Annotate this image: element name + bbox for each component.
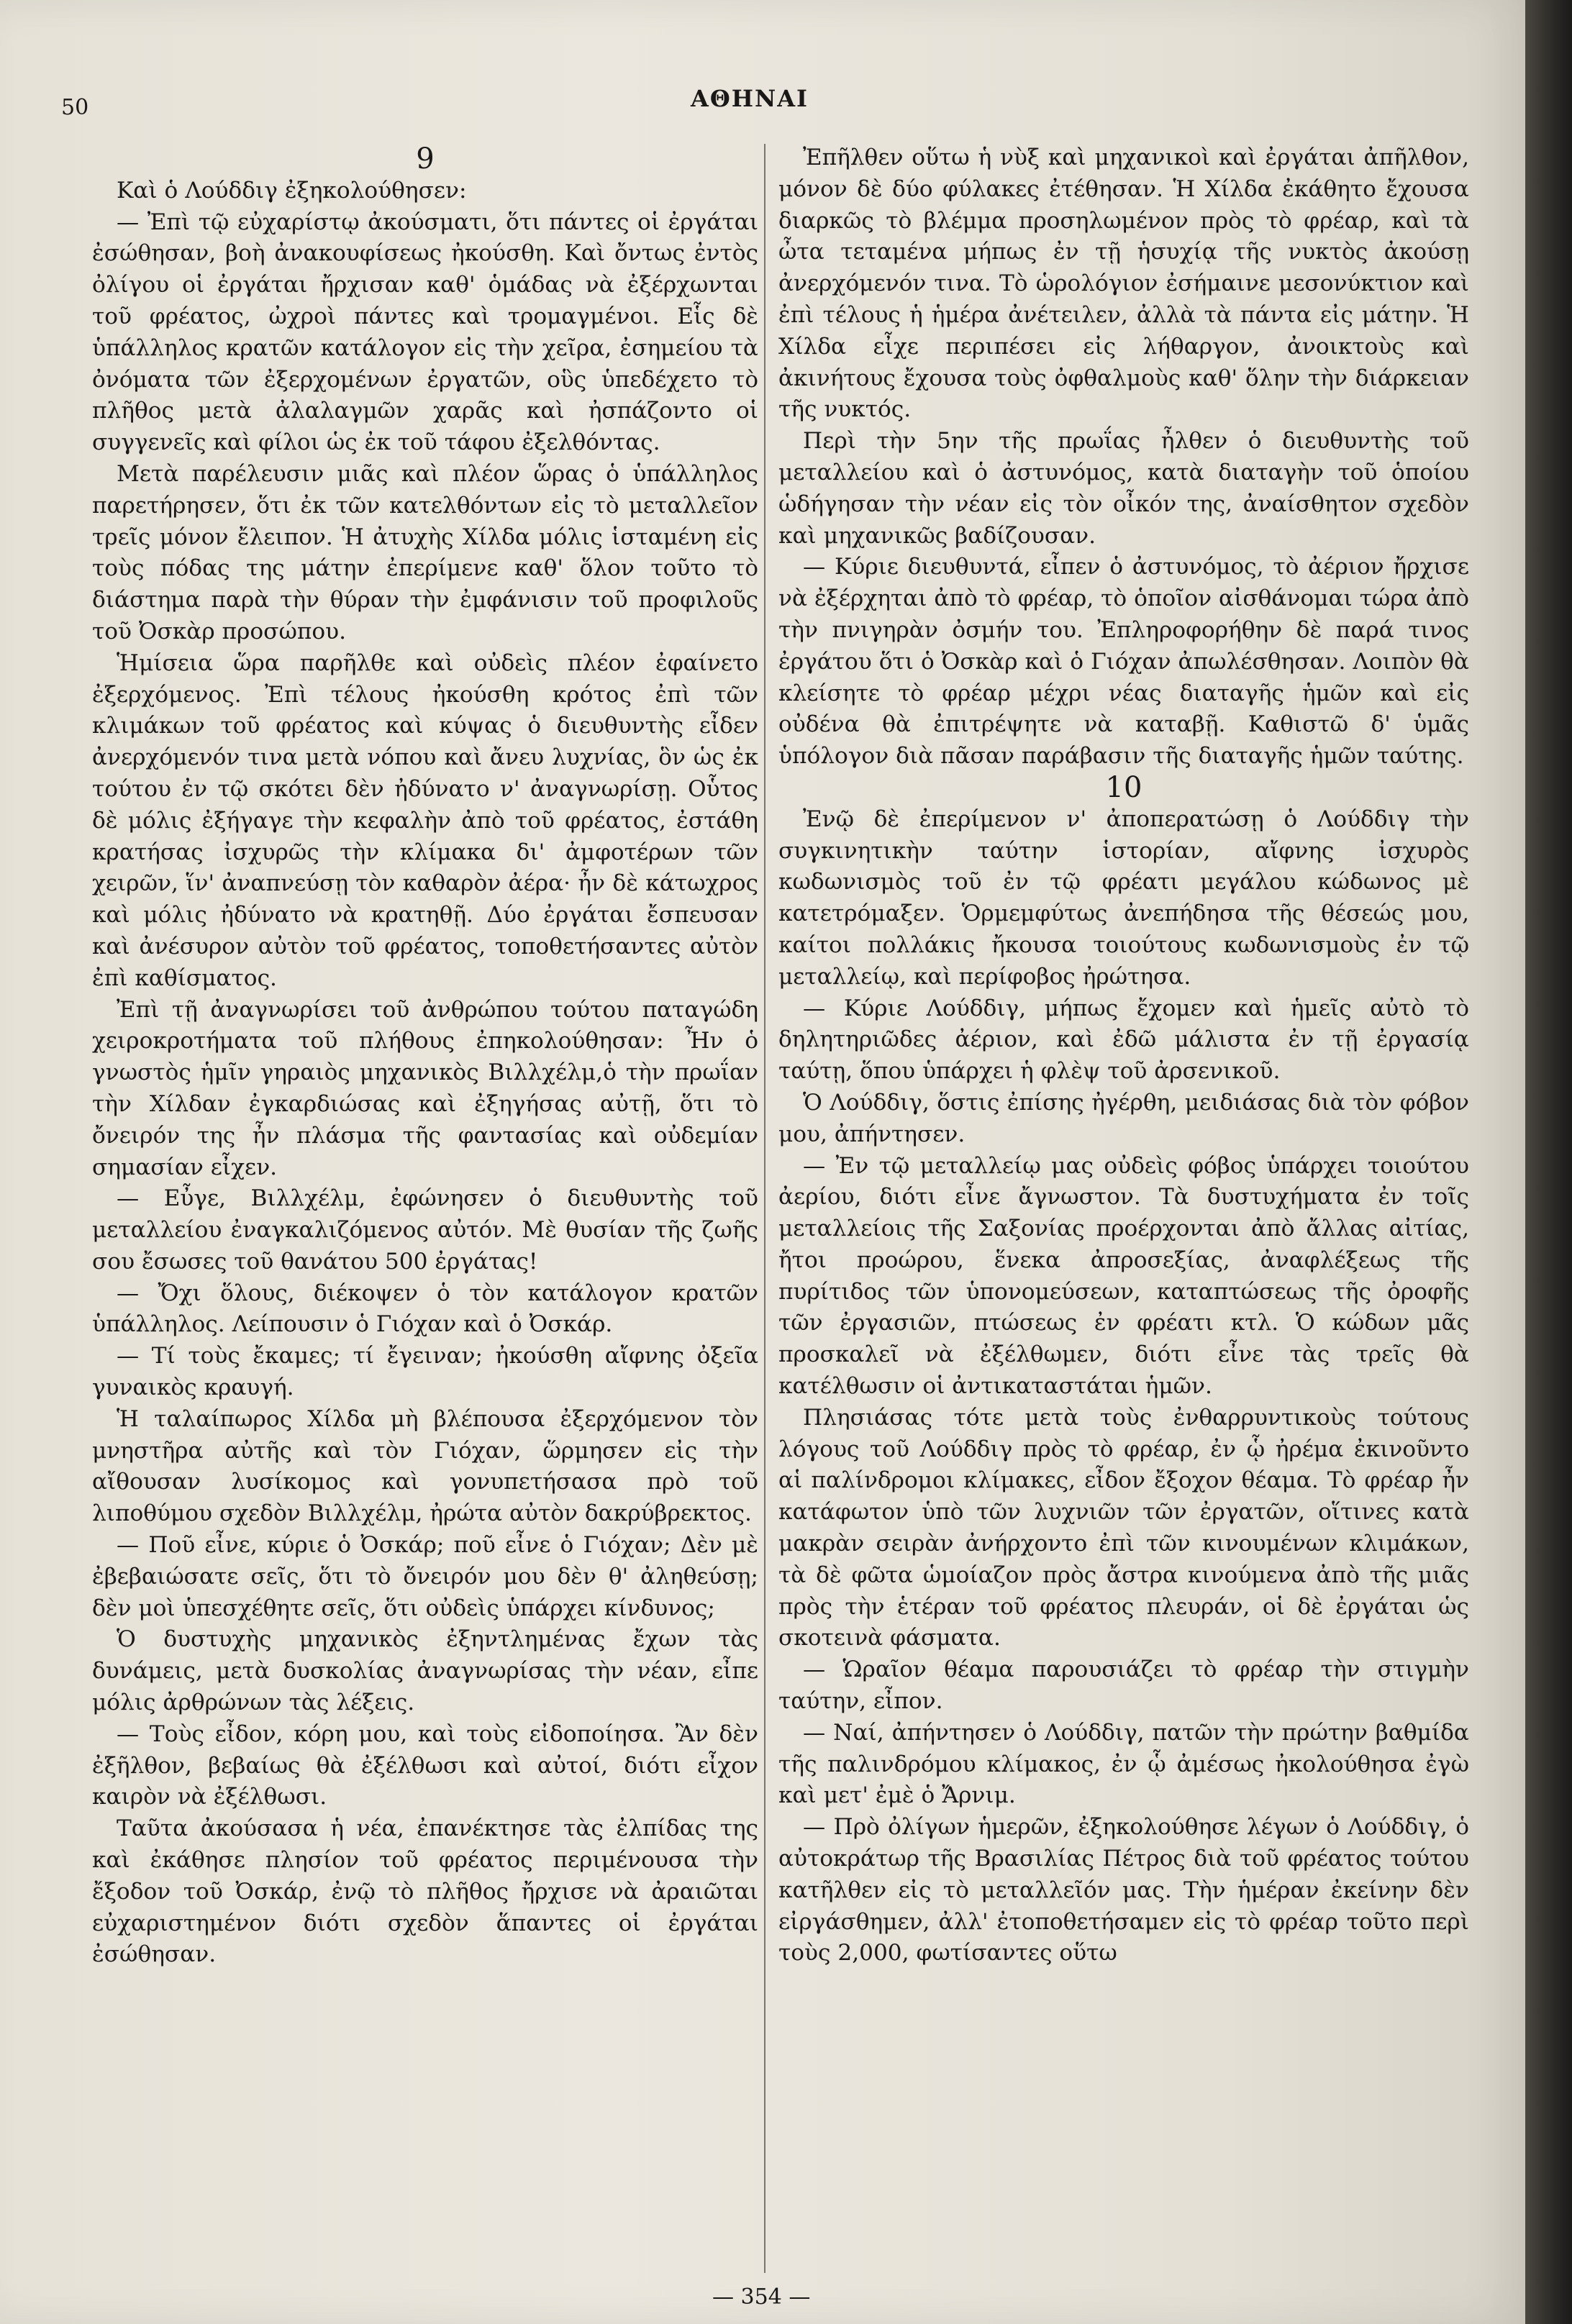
paragraph: — Ὄχι ὅλους, διέκοψεν ὁ τὸν κατάλογον κρατῶν ὑπάλληλος. Λείπουσιν ὁ Γιόχαν καὶ ὁ Ὀσκάρ. [92, 1280, 758, 1338]
chapter-number: 10 [1105, 770, 1142, 804]
right-column [778, 142, 1469, 1969]
paragraph: — Ἐπὶ τῷ εὐχαρίστῳ ἀκούσματι, ὅτι πάντες οἱ ἐργάται ἐσώθησαν, βοὴ ἀνακουφίσεως ἠκούσθη. Καὶ ὄντως ἐντὸς ὀλίγου οἱ ἐργάται ἤρχισαν καθ' ὁμάδας νὰ ἐξέρχωνται τοῦ φρέατος, ὠχροὶ πάντες καὶ τρομαγμένοι. Εἷς δὲ ὑπάλληλος κρατῶν κατάλογον εἰς τὴν χεῖρα, ἐσημείου τὰ ὀνόματα τῶν ἐξερχομένων ἐργατῶν, οὓς ὑπεδέχετο τὸ πλῆθος μετὰ ἀλαλαγμῶν χαρᾶς καὶ ἠσπάζοντο οἱ συγγενεῖς καὶ φίλοι ὡς ἐκ τοῦ τάφου ἐξελθόντας. [92, 209, 758, 456]
paragraph: Ἐπῆλθεν οὕτω ἡ νὺξ καὶ μηχανικοὶ καὶ ἐργάται ἀπῆλθον, μόνον δὲ δύο φύλακες ἐτέθησαν. Ἡ Χίλδα ἐκάθητο ἔχουσα διαρκῶς τὸ βλέμμα προσηλωμένον πρὸς τὸ φρέαρ, καὶ τὰ ὦτα τεταμένα μήπως ἐν τῇ ἡσυχίᾳ τῆς νυκτὸς ἀκούσῃ ἀνερχόμενόν τινα. Τὸ ὡρολόγιον ἐσήμαινε μεσονύκτιον καὶ ἐπὶ τέλους ἡ ἡμέρα ἀνέτειλεν, ἀλλὰ τὰ πάντα εἰς μάτην. Ἡ Χίλδα εἶχε περιπέσει εἰς λήθαργον, ἀνοικτοὺς καὶ ἀκινήτους ἔχουσα τοὺς ὀφθαλμοὺς καθ' ὅλην τὴν διάρκειαν τῆς νυκτός. [778, 145, 1469, 423]
paragraph: Ὁ Λούδδιγ, ὅστις ἐπίσης ἠγέρθη, μειδιάσας διὰ τὸν φόβον μου, ἀπήντησεν. [778, 1089, 1469, 1147]
paragraph: — Εὖγε, Βιλλχέλμ, ἐφώνησεν ὁ διευθυντὴς τοῦ μεταλλείου ἐναγκαλιζόμενος αὐτόν. Μὲ θυσίαν τῆς ζωῆς σου ἔσωσες τοῦ θανάτου 500 ἐργάτας! [92, 1185, 758, 1275]
running-title: ΑΘΗΝΑΙ [691, 85, 809, 112]
left-column [92, 144, 758, 1971]
paragraph: Ἡμίσεια ὥρα παρῆλθε καὶ οὐδεὶς πλέον ἐφαίνετο ἐξερχόμενος. Ἐπὶ τέλους ἠκούσθη κρότος ἐπὶ τῶν κλιμάκων τοῦ φρέατος καὶ κύψας ὁ διευθυντὴς εἶδεν ἀνερχόμενόν τινα μετὰ νόπου καὶ ἄνευ λυχνίας, ὃν ὡς ἐκ τούτου ἐν τῷ σκότει δὲν ἠδύνατο ν' ἀναγνωρίσῃ. Οὗτος δὲ μόλις ἐξήγαγε τὴν κεφαλὴν ἀπὸ τοῦ φρέατος, ἐστάθη κρατήσας ἰσχυρῶς τὴν κλίμακα δι' ἀμφοτέρων τῶν χειρῶν, ἵν' ἀναπνεύσῃ τὸν καθαρὸν ἀέρα· ἦν δὲ κάτωχρος καὶ μόλις ἠδύνατο νὰ κρατηθῇ. Δύο ἐργάται ἔσπευσαν καὶ ἀνέσυρον αὐτὸν τοῦ φρέατος, τοποθετήσαντες αὐτὸν ἐπὶ καθίσματος. [92, 650, 758, 991]
paragraph: — Ναί, ἀπήντησεν ὁ Λούδδιγ, πατῶν τὴν πρώτην βαθμίδα τῆς παλινδρόμου κλίμακος, ἐν ᾧ ἀμέσως ἠκολούθησα ἐγὼ καὶ μετ' ἐμὲ ὁ Ἄρνιμ. [778, 1719, 1469, 1809]
paragraph: — Τοὺς εἶδον, κόρη μου, καὶ τοὺς εἰδοποίησα. Ἂν δὲν ἐξῆλθον, βεβαίως θὰ ἐξέλθωσι καὶ αὐτοί, διότι εἶχον καιρὸν νὰ ἐξέλθωσι. [92, 1721, 758, 1810]
paragraph: — Κύριε Λούδδιγ, μήπως ἔχομεν καὶ ἡμεῖς αὐτὸ τὸ δηλητηριῶδες ἀέριον, καὶ ἐδῶ μάλιστα ἐν τῇ ἐργασίᾳ ταύτῃ, ὅπου ὑπάρχει ἡ φλὲψ τοῦ ἀρσενικοῦ. [778, 995, 1469, 1085]
page-number: 50 [61, 95, 89, 120]
folio-number: — 354 — [712, 2284, 811, 2310]
paragraph: Μετὰ παρέλευσιν μιᾶς καὶ πλέον ὥρας ὁ ὑπάλληλος παρετήρησεν, ὅτι ἐκ τῶν κατελθόντων εἰς τὸ μεταλλεῖον τρεῖς μόνον ἔλειπον. Ἡ ἀτυχὴς Χίλδα μόλις ἱσταμένη εἰς τοὺς πόδας της μάτην ἐπερίμενε καθ' ὅλον τοῦτο τὸ διάστημα παρὰ τὴν θύραν τὴν ἐμφάνισιν τοῦ προφιλοῦς τοῦ Ὀσκὰρ προσώπου. [92, 460, 758, 644]
paragraph: Περὶ τὴν 5ην τῆς πρωΐας ἦλθεν ὁ διευθυντὴς τοῦ μεταλλείου καὶ ὁ ἀστυνόμος, κατὰ διαταγὴν τοῦ ὁποίου ὡδήγησαν τὴν νέαν εἰς τὸν οἶκόν της, ἀναίσθητον σχεδὸν καὶ μηχανικῶς βαδίζουσαν. [778, 428, 1469, 549]
paragraph: — Ποῦ εἶνε, κύριε ὁ Ὀσκάρ; ποῦ εἶνε ὁ Γιόχαν; Δὲν μὲ ἐβεβαιώσατε σεῖς, ὅτι τὸ ὄνειρόν μου δὲν θ' ἀληθεύσῃ; δὲν μοὶ ὑπεσχέθητε σεῖς, ὅτι οὐδεὶς ὑπάρχει κίνδυνος; [92, 1532, 758, 1621]
paragraph: — Τί τοὺς ἔκαμες; τί ἔγειναν; ἠκούσθη αἴφνης ὀξεῖα γυναικὸς κραυγή. [92, 1343, 758, 1401]
chapter-number: 9 [416, 142, 435, 176]
paragraph: Ὁ δυστυχὴς μηχανικὸς ἐξηντλημένας ἔχων τὰς δυνάμεις, μετὰ δυσκολίας ἀναγνωρίσας τὴν νέαν, εἶπε μόλις ἀρθρώνων τὰς λέξεις. [92, 1626, 758, 1716]
paragraph: Πλησιάσας τότε μετὰ τοὺς ἐνθαρρυντικοὺς τούτους λόγους τοῦ Λούδδιγ πρὸς τὸ φρέαρ, ἐν ᾧ ἠρέμα ἐκινοῦντο αἱ παλίνδρομοι κλίμακες, εἶδον ἔξοχον θέαμα. Τὸ φρέαρ ἦν κατάφωτον ὑπὸ τῶν λυχνιῶν τῶν ἐργατῶν, οἵτινες κατὰ μακρὰν σειρὰν ἀνήρχοντο ἐπὶ τῶν κινουμένων κλιμάκων, τὰ δὲ φῶτα ὡμοίαζον πρὸς ἄστρα κινούμενα ἀπὸ τῆς μιᾶς πρὸς τὴν ἑτέραν τοῦ φρέατος πλευράν, οἱ δὲ ἐργάται ὡς σκοτεινὰ φάσματα. [778, 1404, 1469, 1651]
paragraph: Ταῦτα ἀκούσασα ἡ νέα, ἐπανέκτησε τὰς ἐλπίδας της καὶ ἐκάθησε πλησίον τοῦ φρέατος περιμένουσα τὴν ἔξοδον τοῦ Ὀσκάρ, ἐνῷ τὸ πλῆθος ἤρχισε νὰ ἀραιῶται εὐχαριστημένον διότι σχεδὸν ἅπαντες οἱ ἐργάται ἐσώθησαν. [92, 1815, 758, 1968]
paragraph: — Πρὸ ὀλίγων ἡμερῶν, ἐξηκολούθησε λέγων ὁ Λούδδιγ, ὁ αὐτοκράτωρ τῆς Βρασιλίας Πέτρος διὰ τοῦ φρέατος τούτου κατῆλθεν εἰς τὸ μεταλλεῖόν μας. Τὴν ἡμέραν ἐκείνην δὲν εἰργάσθημεν, ἀλλ' ἐτοποθετήσαμεν εἰς τὸ φρέαρ τοῦτο περὶ τοὺς 2,000, φωτίσαντες οὕτω [778, 1814, 1469, 1967]
paragraph: — Ἐν τῷ μεταλλείῳ μας οὐδεὶς φόβος ὑπάρχει τοιούτου ἀερίου, διότι εἶνε ἄγνωστον. Τὰ δυστυχήματα ἐν τοῖς μεταλλείοις τῆς Σαξονίας προέρχονται ἀπὸ ἄλλας αἰτίας, ἤτοι προώρου, ἕνεκα ἀπροσεξίας, ἀναφλέξεως τῆς πυρίτιδος τῶν ὑπονομεύσεων, καταπτώσεως τῆς ὀροφῆς τῶν ἐργασιῶν, πτώσεως ἐν φρέατι κτλ. Ὁ κώδων μᾶς προσκαλεῖ νὰ ἐξέλθωμεν, διότι εἶνε τὰς τρεῖς θὰ κατέλθωσιν οἱ ἀντικαταστάται ἡμῶν. [778, 1152, 1469, 1400]
paragraph: — Κύριε διευθυντά, εἶπεν ὁ ἀστυνόμος, τὸ ἀέριον ἤρχισε νὰ ἐξέρχηται ἀπὸ τὸ φρέαρ, τὸ ὁποῖον αἰσθάνομαι τώρα ἀπὸ τὴν πνιγηρὰν ὀσμήν του. Ἐπληροφορήθην δὲ παρά τινος ἐργάτου ὅτι ὁ Ὀσκὰρ καὶ ὁ Γιόχαν ἀπωλέσθησαν. Λοιπὸν θὰ κλείσητε τὸ φρέαρ μέχρι νέας διαταγῆς ἡμῶν καὶ εἰς οὐδένα θὰ ἐπιτρέψητε νὰ καταβῇ. Καθιστῶ δ' ὑμᾶς ὑπόλογον διὰ πᾶσαν παράβασιν τῆς διαταγῆς ἡμῶν ταύτης. [778, 554, 1469, 770]
paragraph: Ἐνῷ δὲ ἐπερίμενον ν' ἀποπερατώσῃ ὁ Λούδδιγ τὴν συγκινητικὴν ταύτην ἱστορίαν, αἴφνης ἰσχυρὸς κωδωνισμὸς τοῦ ἐν τῷ φρέατι μεγάλου κώδωνος μὲ κατετρόμαξεν. Ὁρμεμφύτως ἀνεπήδησα τῆς θέσεώς μου, καίτοι πολλάκις ἤκουσα τοιούτους κωδωνισμοὺς ἐν τῷ μεταλλείῳ, καὶ περίφοβος ἠρώτησα. [778, 806, 1469, 990]
column-divider [764, 144, 765, 2273]
paragraph: Ἐπὶ τῇ ἀναγνωρίσει τοῦ ἀνθρώπου τούτου παταγώδη χειροκροτήματα τοῦ πλήθους ἐπηκολούθησαν: Ἦν ὁ γνωστὸς ἡμῖν γηραιὸς μηχανικὸς Βιλλχέλμ,ὁ τὴν πρωΐαν τὴν Χίλδαν ἐγκαρδιώσας καὶ ἐξηγήσας αὐτῇ, ὅτι τὸ ὄνειρόν της ἦν πλάσμα τῆς φαντασίας καὶ οὐδεμίαν σημασίαν εἶχεν. [92, 996, 758, 1180]
paragraph: Καὶ ὁ Λούδδιγ ἐξηκολούθησεν: [117, 177, 467, 204]
paragraph: Ἡ ταλαίπωρος Χίλδα μὴ βλέπουσα ἐξερχόμενον τὸν μνηστῆρα αὐτῆς καὶ τὸν Γιόχαν, ὥρμησεν εἰς τὴν αἴθουσαν λυσίκομος καὶ γονυπετήσασα πρὸ τοῦ λιποθύμου σχεδὸν Βιλλχέλμ, ἠρώτα αὐτὸν δακρύβρεκτος. [92, 1405, 758, 1527]
paragraph: — Ὡραῖον θέαμα παρουσιάζει τὸ φρέαρ τὴν στιγμὴν ταύτην, εἶπον. [778, 1657, 1469, 1715]
binding-edge [1525, 0, 1572, 2324]
